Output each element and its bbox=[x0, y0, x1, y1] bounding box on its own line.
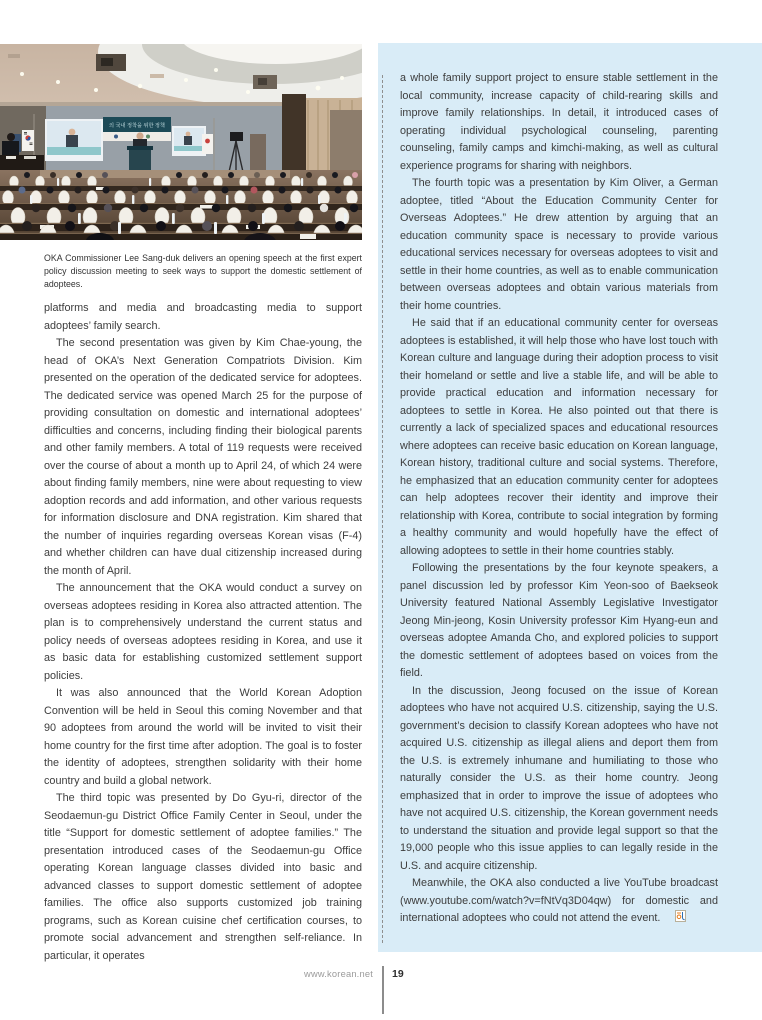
article-paragraph: Meanwhile, the OKA also conducted a live YouTube broadcast (www.youtube.com/watch?v=fNtVq3D04qw) for domestic and international adoptees who could not attend the event. bbox=[400, 877, 718, 924]
article-paragraph: In the discussion, Jeong focused on the issue of Korean adoptees who have not acquired U.S. citizenship, saying the U.S. government’s decision to classify Korean adoptees who have not acquired U.S. citizenship as illegal aliens and deport them from the U.S. is extremely inhumane and humiliating to those who naturally consider the U.S. as their home country. Jeong emphasized that in order to improve the issue of adoptees who have not acquired U.S. citizenship, the Korean government needs to understand the situation and provide legal support so that the 19,000 people who this issue applies to can legally reside in the U.S. and acquire citizenship. bbox=[400, 684, 718, 872]
article-end-icon bbox=[663, 910, 686, 922]
article-paragraph: a whole family support project to ensure stable settlement in the local community, increase capacity of child-rearing skills and improve family relationships. In detail, it introduced cases of operating individual psychological counseling, parenting counseling, family camps and kimchi-making, as well as cultural experience programs for sharing with neighbors. bbox=[400, 72, 718, 172]
article-paragraph: The third topic was presented by Do Gyu-ri, director of the Seodaemun-gu District Office Family Center in Seoul, under the title “Support for domestic settlement of adoptee families.” The presentation introduced cases of the Seodaemun-gu Office operating Korean language classes divided into basic and advanced classes to support domestic settlement of adoptee families. The office also supports customized job training programs, such as Korean cuisine chef certification courses, to promote social advancement and strengthen self-reliance. In particular, it operates bbox=[44, 792, 362, 962]
footer-website: www.korean.net bbox=[304, 969, 373, 979]
article-paragraph: The fourth topic was a presentation by Kim Oliver, a German adoptee, titled “About the Education Community Center for Overseas Adoptees.” He drew attention by arguing that an education community space is necessary to provide various educational services necessary for overseas adoptees to visit and settle in their home countries, as well as to enable communication between overseas adoptees and obtain various materials from their home countries. bbox=[400, 177, 718, 312]
article-photo bbox=[0, 44, 362, 240]
article-paragraph: The announcement that the OKA would conduct a survey on overseas adoptees residing in Korea also attracted attention. The plan is to comprehensively understand the current status and policy needs of overseas adoptees residing in Korea, and use it as basic data for establishing customized settlement support policies. bbox=[44, 582, 362, 682]
footer-divider-bar bbox=[382, 966, 384, 1014]
article-paragraph: He said that if an educational community center for overseas adoptees is established, it will help those who have lost touch with Korean culture and language during their adoption process to visit their homeland or settle and live a stable life, and will be able to provide practical education and information necessary for adoptees to settle in Korea. He also pointed out that there is currently a lack of specialized spaces and educational resources where adoptees can receive basic education on Korean language, Korean history, traditional culture and social systems. Therefore, he emphasized that an education community center for adoptees can help adoptees recover their identity and improve their relationship with Korea, contribute to social integration by forming a healthy community and would hopefully have the effect of allowing adoptees to settle in their home countries stably. bbox=[400, 317, 718, 557]
photo-banner-text: 의 국내 정착을 위한 정책 bbox=[109, 123, 165, 129]
conference-photo-image bbox=[0, 44, 362, 240]
article-paragraph: It was also announced that the World Korean Adoption Convention will be held in Seoul this coming November and that 90 adoptees from around the world will be invited to visit their home country for the first time after adoption. The goal is to foster the identity of adoptees, strengthen solidarity with their home country and build a global network. bbox=[44, 687, 362, 787]
column-dashed-divider bbox=[382, 75, 383, 943]
footer-page-number: 19 bbox=[392, 968, 404, 980]
article-paragraph: platforms and media and broadcasting media to support adoptees’ family search. bbox=[44, 302, 362, 332]
photo-caption: OKA Commissioner Lee Sang-duk delivers an opening speech at the first expert policy discussion meeting to seek ways to support the domestic settlement of adoptees. bbox=[44, 252, 362, 289]
article-left-column bbox=[44, 300, 362, 965]
article-right-column bbox=[400, 70, 718, 928]
article-paragraph: The second presentation was given by Kim Chae-young, the head of OKA’s Next Generation Compatriots Division. Kim presented on the operation of the dedicated service for adoptees. The dedicated service was opened March 25 for the purpose of providing consultation on domestic and international adoptees’ difficulties and concerns, including finding their biological parents and other family members. A total of 119 requests were received over the course of about a month up to April 24, of which 24 were about finding family members, nine were about requesting to view adoption records and add information, and other various requests for information disclosure and DNA registration. Kim shared that the number of inquiries regarding overseas Korean visas (F-4) and whether children can have dual citizenship increased during the month of April. bbox=[44, 337, 362, 577]
article-paragraph: Following the presentations by the four keynote speakers, a panel discussion led by professor Kim Yeon-soo of Baekseok University featured National Assembly Legislative Investigator Jeong Min-jeong, Kosin University professor Kim Hyang-eun and overseas adoptee Amanda Cho, and explored policies to support the domestic settlement of adoptees based on voices from the field. bbox=[400, 562, 718, 679]
